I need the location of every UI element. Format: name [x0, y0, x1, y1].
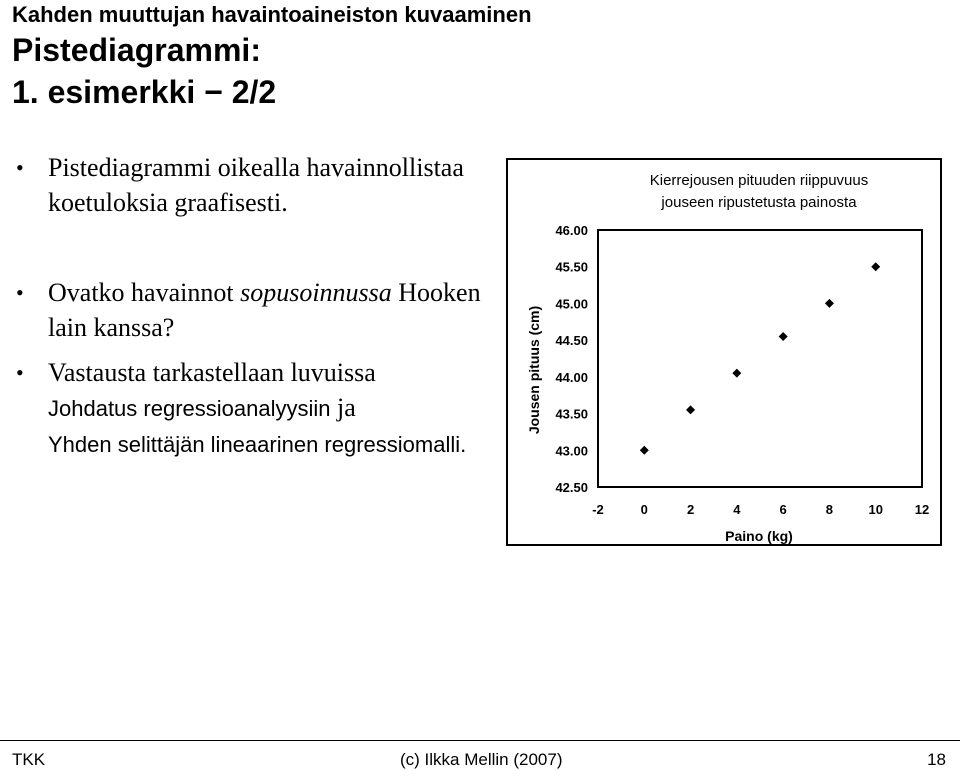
chart-frame: [506, 158, 942, 546]
y-tick-label: 45.00: [555, 296, 588, 312]
bullet-3-part1: Vastausta tarkastellaan luvuissa: [48, 358, 376, 387]
scatter-chart: [508, 160, 940, 544]
slide-header: Kahden muuttujan havaintoaineiston kuvaaminen: [12, 2, 532, 27]
bullet-text-3: [48, 355, 488, 462]
bullet-text-1: Pistediagrammi oikealla havainnollistaa koetuloksia graafisesti.: [48, 153, 464, 217]
bullet-3-sans-2: Yhden selittäjän lineaarinen regressiomalli.: [48, 432, 467, 457]
slide-title-line1: Pistediagrammi:: [12, 32, 261, 68]
bullet-2-italic: sopusoinnussa: [240, 278, 392, 307]
data-point-diamond: [640, 446, 649, 455]
bullet-3-part3: ja: [330, 393, 356, 422]
y-tick-label: 44.00: [555, 369, 588, 385]
chart-title-line1: Kierrejousen pituuden riippuvuus: [649, 172, 869, 189]
data-point-diamond: [686, 405, 695, 414]
data-point-diamond: [732, 369, 741, 378]
x-tick-label: 4: [733, 502, 741, 517]
x-tick-label: 8: [825, 502, 834, 517]
y-tick-label: 43.00: [555, 443, 588, 459]
bullet-2-part3: Hooken lain kanssa?: [48, 278, 481, 342]
y-axis-label: Jousen pituus (cm): [526, 305, 542, 435]
x-axis-label: Paino (kg): [725, 528, 793, 544]
data-point-diamond: [825, 299, 834, 308]
x-tick-label: 6: [779, 502, 787, 517]
x-tick-label: 12: [914, 502, 930, 517]
x-tick-label: 0: [640, 502, 648, 517]
data-point-diamond: [779, 332, 788, 341]
x-tick-label: 2: [686, 502, 695, 517]
footer-divider: [0, 740, 960, 741]
bullet-dot-icon: •: [16, 360, 24, 385]
y-tick-label: 46.00: [555, 223, 588, 238]
x-tick-label: -2: [592, 502, 604, 517]
page-number: 18: [927, 750, 946, 769]
chart-title-line2: jouseen ripustetusta painosta: [661, 194, 857, 211]
data-point-diamond: [871, 262, 880, 271]
bullet-2-part1: Ovatko havainnot: [48, 278, 241, 307]
bullet-3-sans-1: Johdatus regressioanalyysiin: [48, 396, 331, 421]
bullet-text-2: [48, 275, 488, 345]
slide-title-line2: 1. esimerkki − 2/2: [12, 74, 277, 110]
y-tick-label: 42.50: [555, 480, 588, 495]
footer-left: TKK: [12, 750, 46, 769]
bullet-dot-icon: •: [16, 155, 24, 180]
y-tick-label: 45.50: [555, 259, 588, 275]
x-tick-label: 10: [868, 502, 883, 517]
y-tick-label: 44.50: [555, 333, 588, 349]
bullet-dot-icon: •: [16, 280, 24, 305]
footer-center: (c) Ilkka Mellin (2007): [400, 750, 563, 769]
y-tick-label: 43.50: [555, 406, 588, 422]
